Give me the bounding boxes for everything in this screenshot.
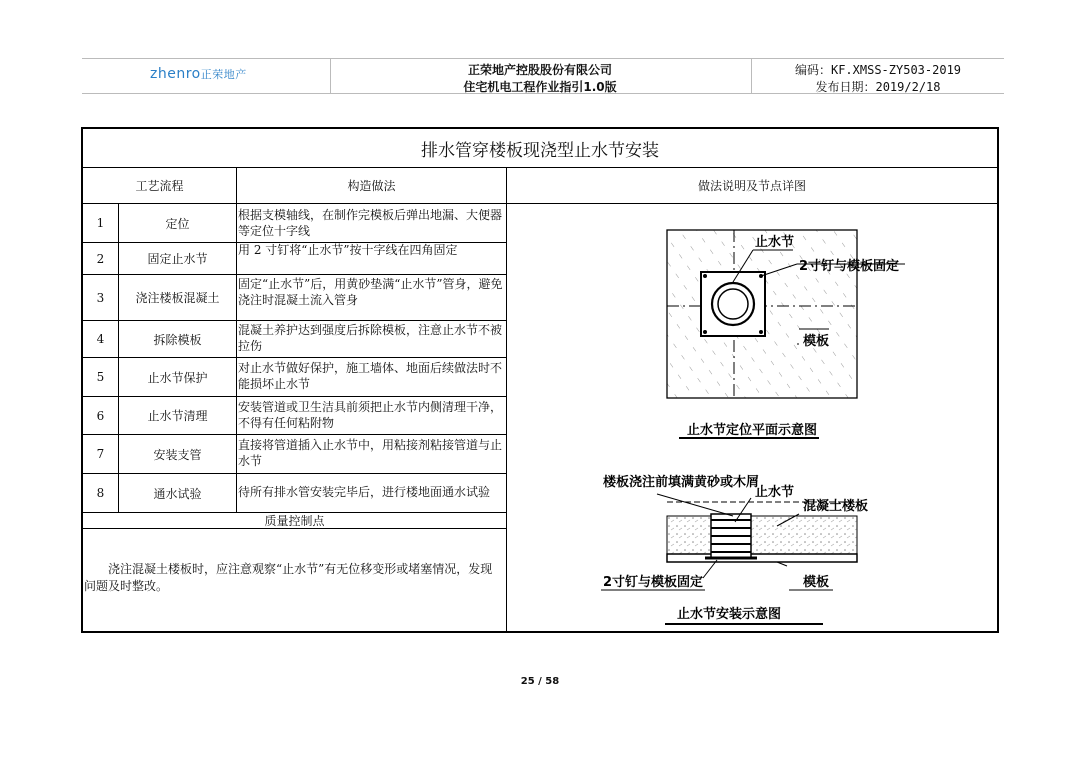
- logo-text: zhenro: [150, 66, 201, 82]
- plan-label-stop: 止水节: [755, 235, 795, 250]
- row-step: 止水节清理: [147, 409, 208, 423]
- row-step: 拆除模板: [153, 332, 202, 347]
- row-step: 固定止水节: [147, 252, 208, 266]
- table-title: 排水管穿楼板现浇型止水节安装: [421, 140, 659, 161]
- company-name: 正荣地产控股股份有限公司: [467, 63, 612, 77]
- company-logo: [150, 66, 247, 82]
- row-step: 浇注楼板混凝土: [135, 291, 220, 305]
- row-method: 混凝土养护达到强度后拆除模板，注意止水节不被拉伤: [238, 323, 503, 353]
- publish-date: 发布日期：2019/2/18: [815, 80, 941, 94]
- row-method: 用 2 寸钉将“止水节”按十字线在四角固定: [238, 243, 458, 257]
- doc-title: 住宅机电工程作业指引1.0版: [463, 80, 617, 94]
- section-view-diagram: [601, 474, 868, 624]
- row-step: 安装支管: [153, 447, 202, 462]
- detail-diagrams: [507, 204, 997, 631]
- logo-cn: 正荣地产: [200, 68, 247, 81]
- section-label-fill: 楼板浇注前填满黄砂或木屑: [603, 475, 760, 490]
- section-label-stop: 止水节: [755, 485, 795, 500]
- row-no: 7: [96, 447, 105, 461]
- row-method: 固定“止水节”后，用黄砂垫满“止水节”管身，避免浇注时混凝土流入管身: [238, 277, 503, 307]
- doc-code: 编码：KF.XMSS-ZY503-2019: [794, 63, 962, 77]
- page-number: 25 / 58: [520, 676, 560, 687]
- plan-label-nail: 2寸钉与模板固定: [799, 259, 900, 274]
- section-caption: 止水节安装示意图: [677, 607, 782, 622]
- plan-label-form: 模板: [803, 334, 830, 349]
- section-label-slab: 混凝土楼板: [803, 499, 869, 514]
- row-no: 3: [96, 290, 105, 305]
- col-header-process: 工艺流程: [135, 179, 184, 193]
- section-label-nail: 2寸钉与模板固定: [603, 575, 704, 590]
- row-step: 通水试验: [153, 486, 202, 501]
- section-label-form: 模板: [803, 575, 830, 590]
- row-no: 8: [96, 486, 105, 500]
- row-step: 定位: [165, 216, 190, 231]
- row-method: 直接将管道插入止水节中，用粘接剂粘接管道与止水节: [238, 438, 503, 468]
- row-no: 6: [96, 408, 105, 423]
- row-method: 待所有排水管安装完毕后，进行楼地面通水试验: [238, 485, 491, 499]
- qc-title: 质量控制点: [264, 513, 325, 528]
- plan-view-diagram: [667, 230, 905, 438]
- row-no: 2: [96, 251, 105, 266]
- row-no: 4: [96, 332, 105, 346]
- row-method: 对止水节做好保护，施工墙体、地面后续做法时不能损坏止水节: [238, 361, 503, 391]
- col-header-detail: 做法说明及节点详图: [697, 179, 806, 193]
- row-method: 根据支模轴线，在制作完模板后弹出地漏、大便器等定位十字线: [238, 208, 503, 238]
- row-method: 安装管道或卫生洁具前须把止水节内侧清理干净，不得有任何粘附物: [238, 400, 503, 430]
- row-no: 1: [96, 216, 105, 230]
- row-step: 止水节保护: [147, 370, 208, 385]
- col-header-method: 构造做法: [347, 179, 396, 193]
- row-no: 5: [96, 370, 105, 384]
- plan-caption: 止水节定位平面示意图: [687, 423, 818, 438]
- qc-text: 浇注混凝土楼板时，应注意观察“止水节”有无位移变形或堵塞情况，发现问题及时整改。: [84, 562, 493, 593]
